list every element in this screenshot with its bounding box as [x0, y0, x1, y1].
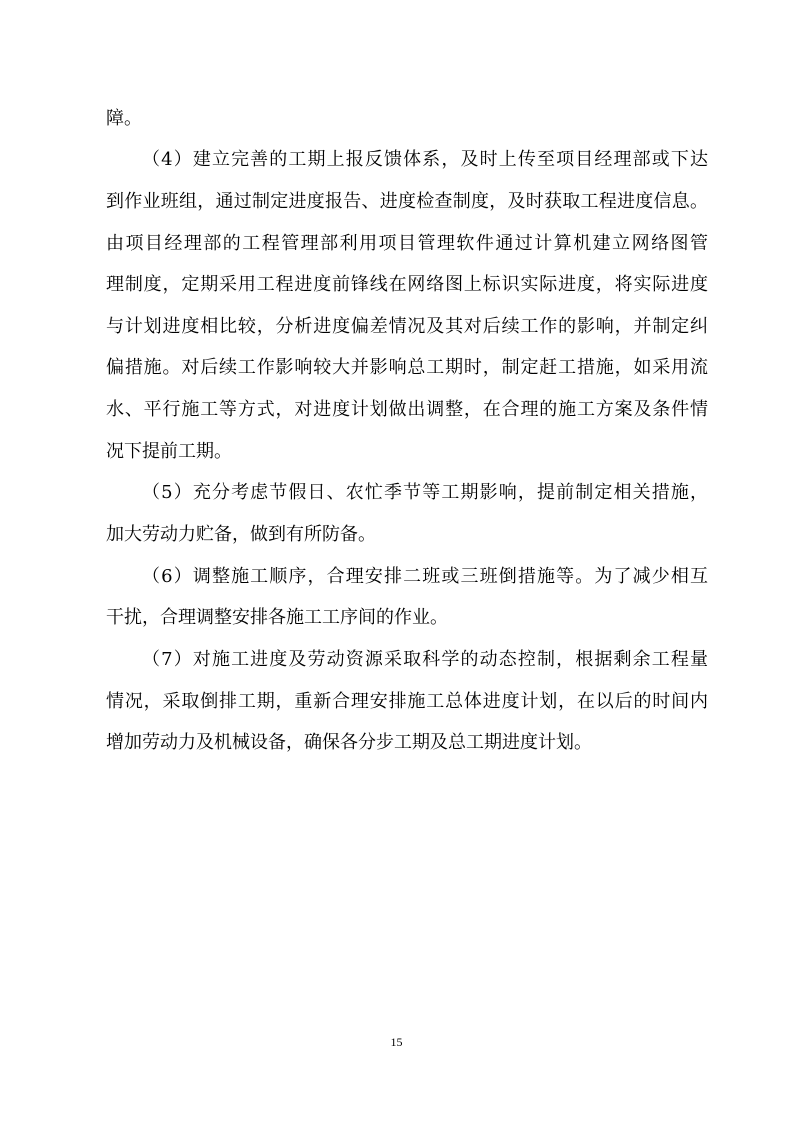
page-number: 15 [390, 1035, 403, 1049]
paragraph-6-line: （6）调整施工顺序，合理安排二班或三班倒措施等。为了减少相互 [142, 566, 708, 587]
paragraph-6-line: 干扰，合理调整安排各施工工序间的作业。 [106, 607, 448, 628]
paragraph-7-line: （7）对施工进度及劳动资源采取科学的动态控制，根据剩余工程量 [142, 649, 708, 670]
paragraph-4-line: 水、平行施工等方式，对进度计划做出调整，在合理的施工方案及条件情 [106, 399, 708, 420]
paragraph-5-line: （5）充分考虑节假日、农忙季节等工期影响，提前制定相关措施， [142, 482, 708, 503]
paragraph-4-line: 与计划进度相比较，分析进度偏差情况及其对后续工作的影响，并制定纠 [106, 316, 708, 337]
paragraph-7-line: 情况，采取倒排工期，重新合理安排施工总体进度计划，在以后的时间内 [106, 691, 708, 712]
paragraph-7-line: 增加劳动力及机械设备，确保各分步工期及总工期进度计划。 [106, 732, 592, 753]
text-line: 障。 [106, 108, 142, 129]
paragraph-4-line: 由项目经理部的工程管理部利用项目管理软件通过计算机建立网络图管 [106, 233, 708, 254]
paragraph-4-line: 到作业班组，通过制定进度报告、进度检查制度，及时获取工程进度信息。 [106, 191, 708, 212]
paragraph-4-line: 况下提前工期。 [106, 441, 232, 462]
paragraph-4-line: 理制度，定期采用工程进度前锋线在网络图上标识实际进度，将实际进度 [106, 274, 708, 295]
paragraph-4-line: 偏措施。对后续工作影响较大并影响总工期时，制定赶工措施，如采用流 [106, 357, 708, 378]
paragraph-5-line: 加大劳动力贮备，做到有所防备。 [106, 524, 376, 545]
paragraph-4-line: （4）建立完善的工期上报反馈体系，及时上传至项目经理部或下达 [142, 149, 708, 170]
